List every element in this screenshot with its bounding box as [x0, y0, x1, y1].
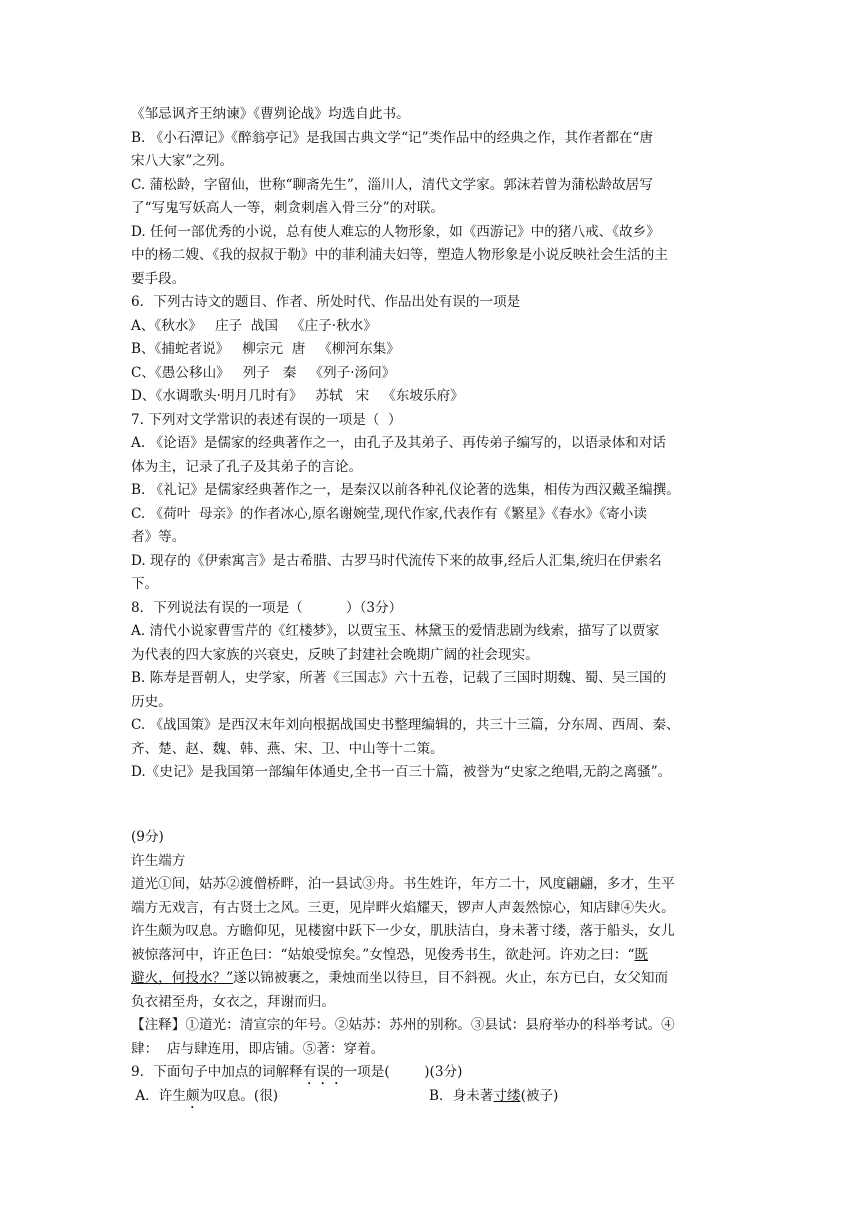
text-line: 《邹忌讽齐王纳谏》《曹刿论战》均选自此书。 [131, 106, 410, 122]
dotted-text: 有误的 [302, 1064, 344, 1080]
passage-score: (9分) [131, 829, 164, 845]
text-line: 下。 [131, 576, 159, 592]
question-9-stem [131, 1061, 735, 1085]
passage-line: 许生颇为叹息。方瞻仰见，见楼窗中跃下一少女，肌肤洁白，身未著寸缕，落于船头，女儿 [131, 923, 675, 939]
questions-section [131, 103, 735, 785]
text-line: B. 《小石潭记》《醉翁亭记》是我国古典文学“记”类作品中的经典之作，其作者都在“唐 [131, 129, 654, 146]
dotted-text: 颇 [185, 1087, 200, 1104]
passage-title: 许生端方 [131, 852, 186, 869]
underlined-text: 寸缕 [493, 1087, 521, 1104]
text-line: B. 《礼记》是儒家经典著作之一，是秦汉以前各种礼仪论著的选集，相传为西汉戴圣编撰。 [131, 482, 680, 498]
question-9-option-a [131, 1085, 429, 1109]
text-line: B. 陈寿是晋朝人，史学家，所著《三国志》六十五卷，记载了三国时期魏、蜀、吴三国的 [131, 670, 667, 686]
text-line: D. 现存的《伊索寓言》是古希腊、古罗马时代流传下来的故事,经后人汇集,统归在伊索名 [131, 552, 662, 569]
text-line: C. 蒲松龄，字留仙，世称“聊斋先生”，淄川人，清代文学家。郭沫若曾为蒲松龄故居写 [131, 176, 653, 193]
underlined-text: 既 [634, 946, 649, 963]
question-6-option-c: C、《愚公移山》 列子 秦 《列子·汤问》 [131, 364, 396, 381]
text-line: 为代表的四大家族的兴衰史，反映了封建社会晚期广阔的社会现实。 [131, 646, 539, 663]
text-line: 了“写鬼写妖高人一等，刺贪刺虐入骨三分”的对联。 [131, 200, 444, 216]
passage-line: 道光①间，姑苏②渡僧桥畔，泊一县试③舟。书生姓许，年方二十，风度翩翩，多才，生平 [131, 876, 675, 892]
text-line: 中的杨二嫂、《我的叔叔于勒》中的菲利浦夫妇等，塑造人物形象是小说反映社会生活的主 [131, 247, 668, 263]
text-line: 历史。 [131, 693, 172, 710]
annotation-line: 【注释】①道光：清宣宗的年号。②姑苏：苏州的别称。③县试：县府举办的科举考试。④ [131, 1017, 675, 1033]
passage-line: 端方无戏言，有古贤士之风。三更，见岸畔火焰耀天，锣声人声轰然惊心，知店肆④失火。 [131, 899, 675, 916]
passage-text: 遂以锦被裹之，秉烛而坐以待旦，目不斜视。火止，东方已白，女父知而 [233, 970, 669, 986]
question-8-stem: 8．下列说法有误的一项是（ ）（3分） [131, 599, 403, 616]
reading-passage-section [131, 826, 735, 1108]
question-text: 9．下面句子中加点的词解释 [131, 1064, 303, 1080]
text-line: A. 《论语》是儒家的经典著作之一，由孔子及其弟子、再传弟子编写的，以语录体和对话 [131, 435, 667, 451]
text-line: D. 任何一部优秀的小说，总有使人难忘的人物形象，如《西游记》中的猪八戒、《故乡》 [131, 223, 660, 240]
text-line: D.《史记》是我国第一部编年体通史,全书一百三十篇，被誉为“史家之绝唱,无韵之离骚”。 [131, 764, 672, 780]
underlined-text: 避火，何投水？” [131, 970, 234, 986]
question-9-options [131, 1085, 735, 1109]
question-6-option-d: D、《水调歌头·明月几时有》 苏轼 宋 《东坡乐府》 [131, 388, 464, 404]
annotation-line: 肆： 店与肆连用，即店铺。⑤著：穿着。 [131, 1040, 385, 1057]
text-line: C. 《战国策》是西汉末年刘向根据战国史书整理编辑的，共三十三篇，分东周、西周、秦、 [131, 717, 680, 733]
text-line: 体为主，记录了孔子及其弟子的言论。 [131, 458, 363, 475]
question-7-stem: 7. 下列对文学常识的表述有误的一项是（ ） [131, 411, 402, 428]
passage-text: 被惊落河中，许正色曰：“姑娘受惊矣。”女惶恐，见俊秀书生，欲赴河。许劝之曰：“ [131, 946, 635, 963]
text-line: C. 《荷叶 母亲》的作者冰心,原名谢婉莹,现代作家,代表作有《繁星》《春水》《寄小读 [131, 505, 647, 522]
question-6-option-b: B、《捕蛇者说》 柳宗元 唐 《柳河东集》 [131, 341, 400, 357]
text-line: 要手段。 [131, 270, 186, 287]
option-text: 为叹息。(很) [199, 1087, 279, 1104]
text-line: A. 清代小说家曹雪芹的《红楼梦》，以贾宝玉、林黛玉的爱情悲剧为线索，描写了以贾家 [131, 623, 660, 639]
option-text: B．身未著 [429, 1087, 494, 1104]
option-text: A．许生 [131, 1087, 186, 1104]
question-text: 一项是( )(3分) [343, 1064, 463, 1080]
question-6-stem: 6．下列古诗文的题目、作者、所处时代、作品出处有误的一项是 [131, 294, 521, 310]
passage-line [131, 944, 735, 968]
option-text: (被子) [520, 1087, 559, 1104]
passage-line: 负衣裙至舟，女衣之，拜谢而归。 [131, 993, 335, 1010]
text-line: 宋八大家”之列。 [131, 153, 234, 169]
text-line: 齐、楚、赵、魏、韩、燕、宋、卫、中山等十二策。 [131, 740, 444, 757]
question-6-option-a: A、《秋水》 庄子 战国 《庄子·秋水》 [131, 317, 377, 334]
passage-line [131, 967, 735, 991]
question-9-option-b [429, 1085, 558, 1109]
text-line: 者》等。 [131, 529, 186, 545]
